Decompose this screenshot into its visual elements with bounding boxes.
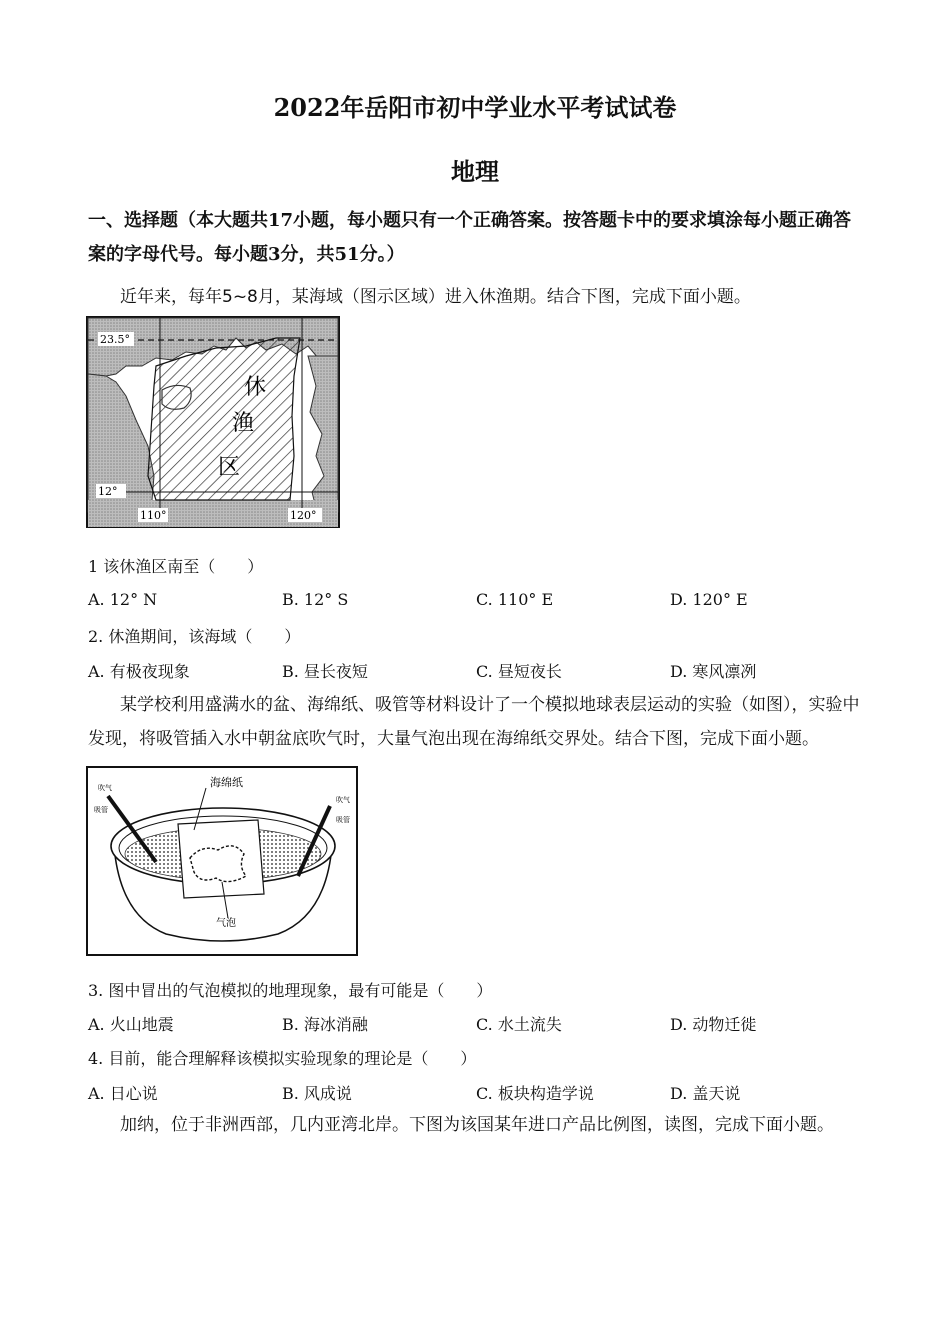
- passage-3: 加纳，位于非洲西部，几内亚湾北岸。下图为该国某年进口产品比例图，读图，完成下面小题。: [120, 1115, 834, 1135]
- sponge-paper: [178, 820, 264, 898]
- q1-option-b[interactable]: B. 12° S: [282, 590, 349, 609]
- section-heading: 一、选择题（本大题共17小题，每小题只有一个正确答案。按答题卡中的要求填涂每小题正确答案的字母代号。每小题3分，共51分。）: [88, 210, 852, 265]
- map-svg: [86, 316, 340, 528]
- question-1: 1 该休渔区南至（ ）: [88, 557, 264, 576]
- zone-char-3: 区: [218, 455, 241, 480]
- lon-right-label: 120°: [290, 509, 317, 522]
- question-3: 3. 图中冒出的气泡模拟的地理现象，最有可能是（ ）: [88, 981, 493, 1000]
- zone-char-2: 渔: [232, 411, 255, 436]
- q2-option-d[interactable]: D. 寒风凛冽: [670, 662, 757, 681]
- fishing-zone-map: [86, 316, 340, 532]
- q1-option-c[interactable]: C. 110° E: [476, 590, 554, 609]
- blow-label-right: 吹气: [336, 796, 350, 804]
- q3-option-c[interactable]: C. 水土流失: [476, 1015, 562, 1034]
- straw-label-left: 吸管: [94, 806, 108, 814]
- lat-top-label: 23.5°: [100, 333, 130, 346]
- q3-option-d[interactable]: D. 动物迁徙: [670, 1015, 757, 1034]
- passage-1: 近年来，每年5~8月，某海域（图示区域）进入休渔期。结合下图，完成下面小题。: [120, 287, 751, 307]
- q3-option-a[interactable]: A. 火山地震: [88, 1015, 174, 1034]
- passage-2-line-1: 某学校利用盛满水的盆、海绵纸、吸管等材料设计了一个模拟地球表层运动的实验（如图），实验中: [120, 695, 860, 715]
- q3-option-b[interactable]: B. 海冰消融: [282, 1015, 368, 1034]
- question-4: 4. 目前，能合理解释该模拟实验现象的理论是（ ）: [88, 1049, 477, 1068]
- q1-option-a[interactable]: A. 12° N: [88, 590, 158, 609]
- q4-option-d[interactable]: D. 盖天说: [670, 1084, 741, 1103]
- bubble-label: 气泡: [216, 918, 236, 929]
- q2-option-c[interactable]: C. 昼短夜长: [476, 662, 562, 681]
- exam-title: 2022年岳阳市初中学业水平考试试卷: [273, 93, 677, 122]
- q2-option-a[interactable]: A. 有极夜现象: [88, 662, 190, 681]
- q4-option-c[interactable]: C. 板块构造学说: [476, 1084, 594, 1103]
- sponge-label: 海绵纸: [210, 776, 243, 789]
- basin-experiment-figure: [86, 766, 358, 960]
- q2-option-b[interactable]: B. 昼长夜短: [282, 662, 368, 681]
- lon-left-label: 110°: [140, 509, 167, 522]
- question-2: 2. 休渔期间，该海域（ ）: [88, 627, 301, 646]
- q4-option-b[interactable]: B. 风成说: [282, 1084, 352, 1103]
- q4-option-a[interactable]: A. 日心说: [88, 1084, 158, 1103]
- basin-svg: [86, 766, 358, 956]
- q1-option-d[interactable]: D. 120° E: [670, 590, 748, 609]
- zone-char-1: 休: [244, 375, 267, 400]
- passage-2-line-2: 发现，将吸管插入水中朝盆底吹气时，大量气泡出现在海绵纸交界处。结合下图，完成下面小题。: [88, 729, 819, 749]
- straw-label-right: 吸管: [336, 816, 350, 824]
- lat-bottom-label: 12°: [98, 485, 118, 498]
- subject-title: 地理: [451, 157, 499, 186]
- blow-label-left: 吹气: [98, 784, 112, 792]
